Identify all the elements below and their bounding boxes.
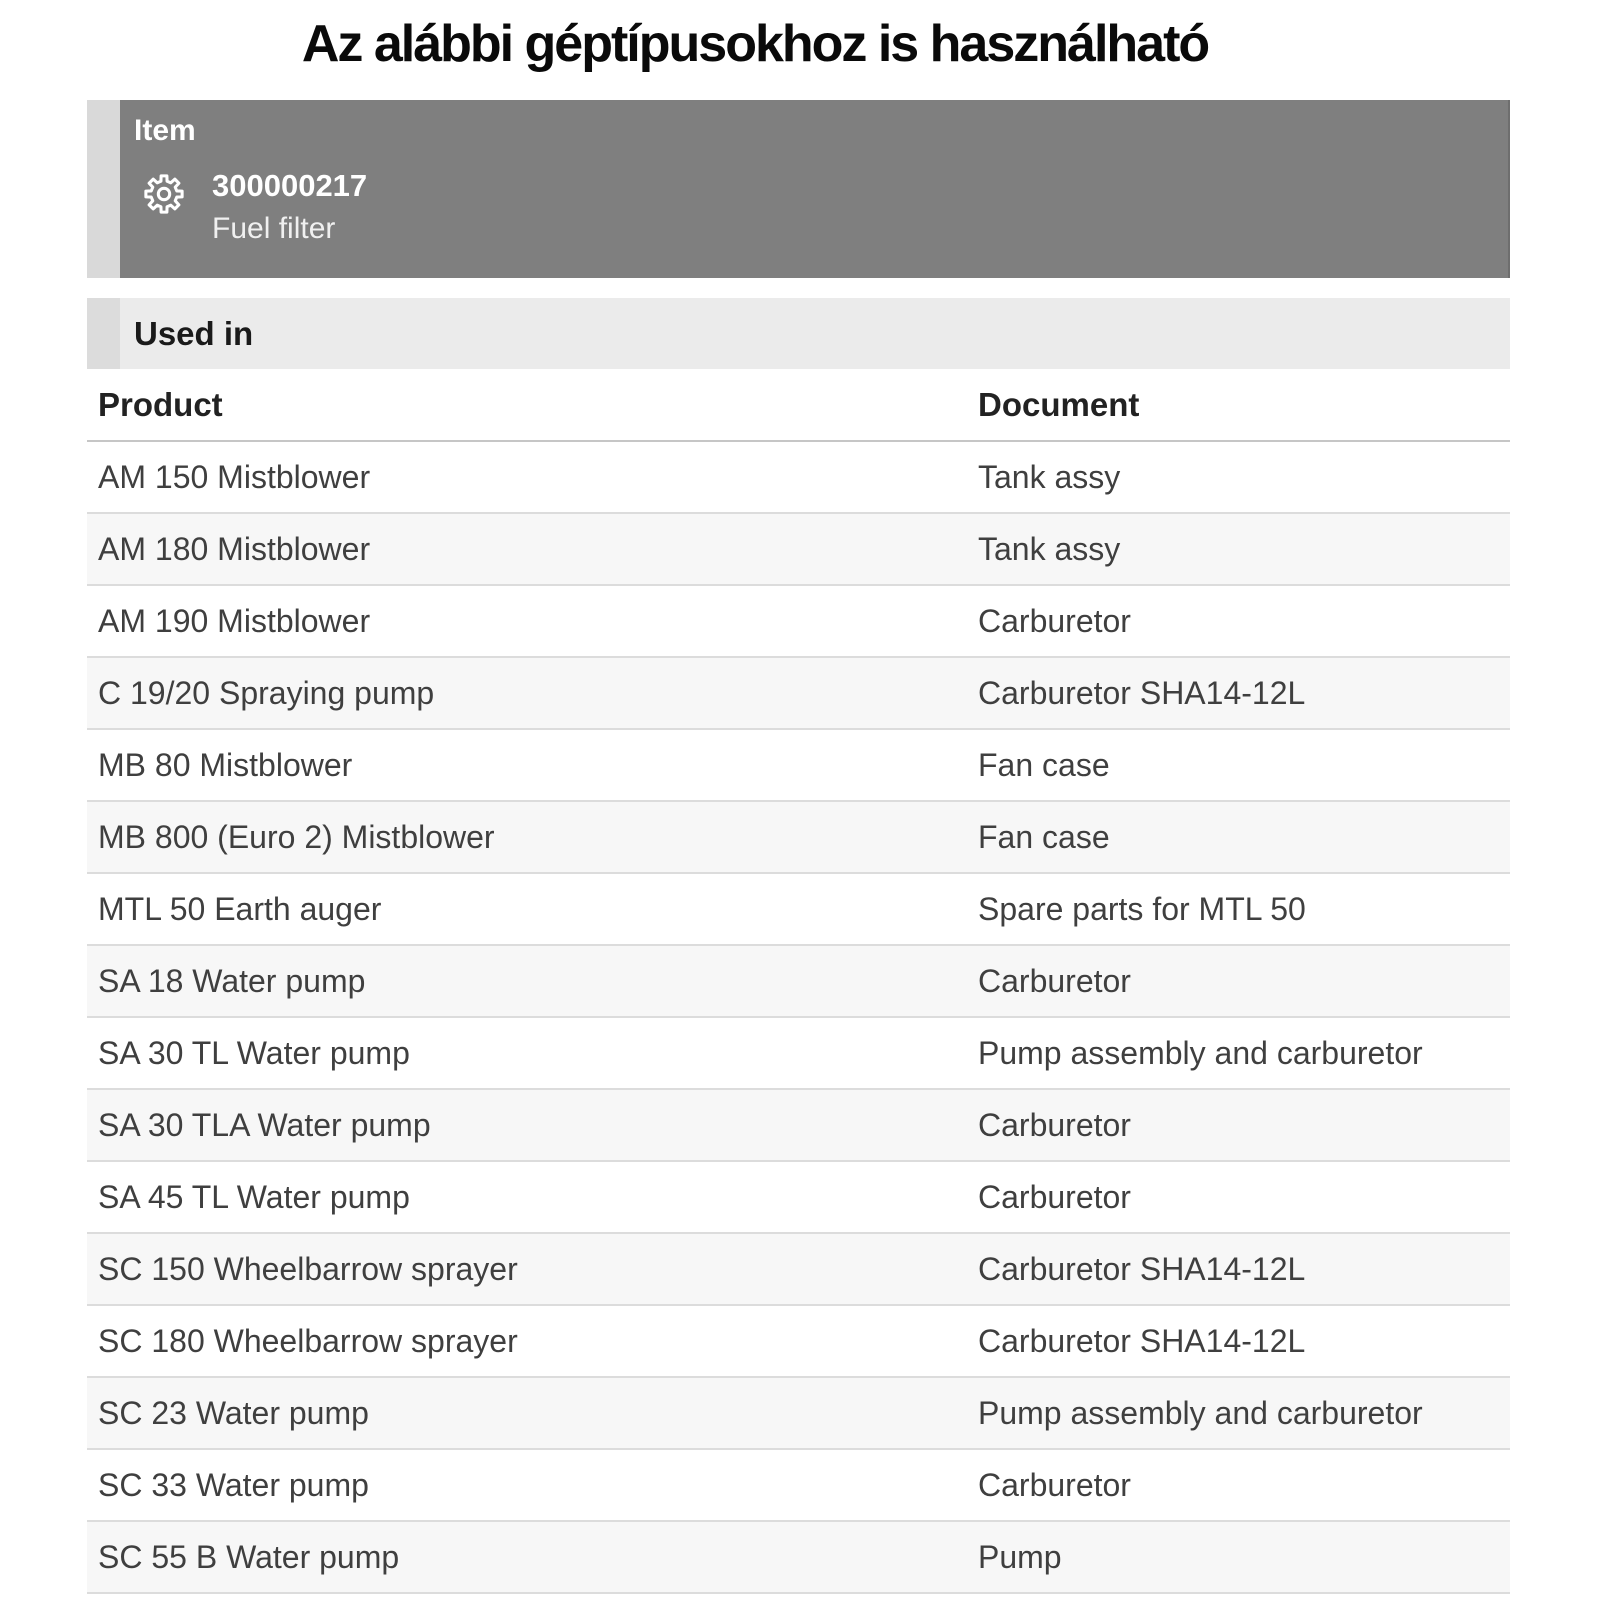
document-cell: Carburetor SHA14-12L: [978, 1322, 1306, 1359]
table-row[interactable]: [87, 1234, 1510, 1306]
column-header-product: Product: [98, 385, 223, 423]
used-in-left-strip: [87, 298, 120, 369]
document-cell: Pump: [978, 1538, 1062, 1575]
product-cell: SC 33 Water pump: [98, 1466, 369, 1503]
document-cell: Carburetor SHA14-12L: [978, 1250, 1306, 1287]
table-row[interactable]: [87, 1522, 1510, 1594]
document-cell: Carburetor: [978, 1106, 1131, 1143]
product-cell: MTL 50 Earth auger: [98, 890, 382, 927]
table-row[interactable]: [87, 442, 1510, 514]
item-description: Fuel filter: [212, 212, 336, 245]
item-card: [87, 100, 1510, 278]
table-row[interactable]: [87, 1018, 1510, 1090]
table-row[interactable]: [87, 586, 1510, 658]
document-cell: Tank assy: [978, 458, 1121, 495]
table-row[interactable]: [87, 514, 1510, 586]
product-cell: MB 800 (Euro 2) Mistblower: [98, 818, 495, 855]
table-row[interactable]: [87, 874, 1510, 946]
product-cell: C 19/20 Spraying pump: [98, 674, 435, 711]
document-cell: Pump assembly and carburetor: [978, 1034, 1423, 1071]
table-header-row: [87, 369, 1510, 442]
document-cell: Carburetor: [978, 1466, 1131, 1503]
table-row[interactable]: [87, 1306, 1510, 1378]
item-card-heading: Item: [134, 114, 196, 147]
used-in-heading: Used in: [134, 314, 254, 352]
table-row[interactable]: [87, 1162, 1510, 1234]
product-cell: AM 190 Mistblower: [98, 602, 371, 639]
product-cell: SA 30 TLA Water pump: [98, 1106, 431, 1143]
column-header-document: Document: [978, 385, 1140, 423]
table-row[interactable]: [87, 946, 1510, 1018]
product-cell: SA 30 TL Water pump: [98, 1034, 410, 1071]
product-cell: SC 23 Water pump: [98, 1394, 369, 1431]
item-card-left-strip: [87, 100, 120, 278]
item-card-body: [120, 100, 1510, 278]
table-row[interactable]: [87, 1090, 1510, 1162]
document-cell: Pump assembly and carburetor: [978, 1394, 1423, 1431]
table-row[interactable]: [87, 802, 1510, 874]
table-row[interactable]: [87, 730, 1510, 802]
document-cell: Fan case: [978, 818, 1110, 855]
product-cell: AM 150 Mistblower: [98, 458, 371, 495]
product-cell: MB 80 Mistblower: [98, 746, 353, 783]
page-title: Az alábbi géptípusokhoz is használható: [301, 15, 1209, 73]
document-cell: Spare parts for MTL 50: [978, 890, 1306, 927]
product-cell: SC 180 Wheelbarrow sprayer: [98, 1322, 518, 1359]
document-cell: Tank assy: [978, 530, 1121, 567]
document-cell: Carburetor: [978, 962, 1131, 999]
product-cell: AM 180 Mistblower: [98, 530, 371, 567]
table-row[interactable]: [87, 658, 1510, 730]
item-number: 300000217: [212, 168, 368, 203]
table-body: [87, 442, 1510, 1594]
document-cell: Carburetor SHA14-12L: [978, 674, 1306, 711]
used-in-table: [87, 369, 1510, 1594]
document-cell: Fan case: [978, 746, 1110, 783]
document-cell: Carburetor: [978, 602, 1131, 639]
product-cell: SC 150 Wheelbarrow sprayer: [98, 1250, 518, 1287]
product-cell: SA 45 TL Water pump: [98, 1178, 410, 1215]
product-cell: SC 55 B Water pump: [98, 1538, 400, 1575]
product-cell: SA 18 Water pump: [98, 962, 366, 999]
table-row[interactable]: [87, 1378, 1510, 1450]
gear-icon: [136, 166, 192, 222]
document-cell: Carburetor: [978, 1178, 1131, 1215]
used-in-section-header: [87, 298, 1510, 369]
table-row[interactable]: [87, 1450, 1510, 1522]
